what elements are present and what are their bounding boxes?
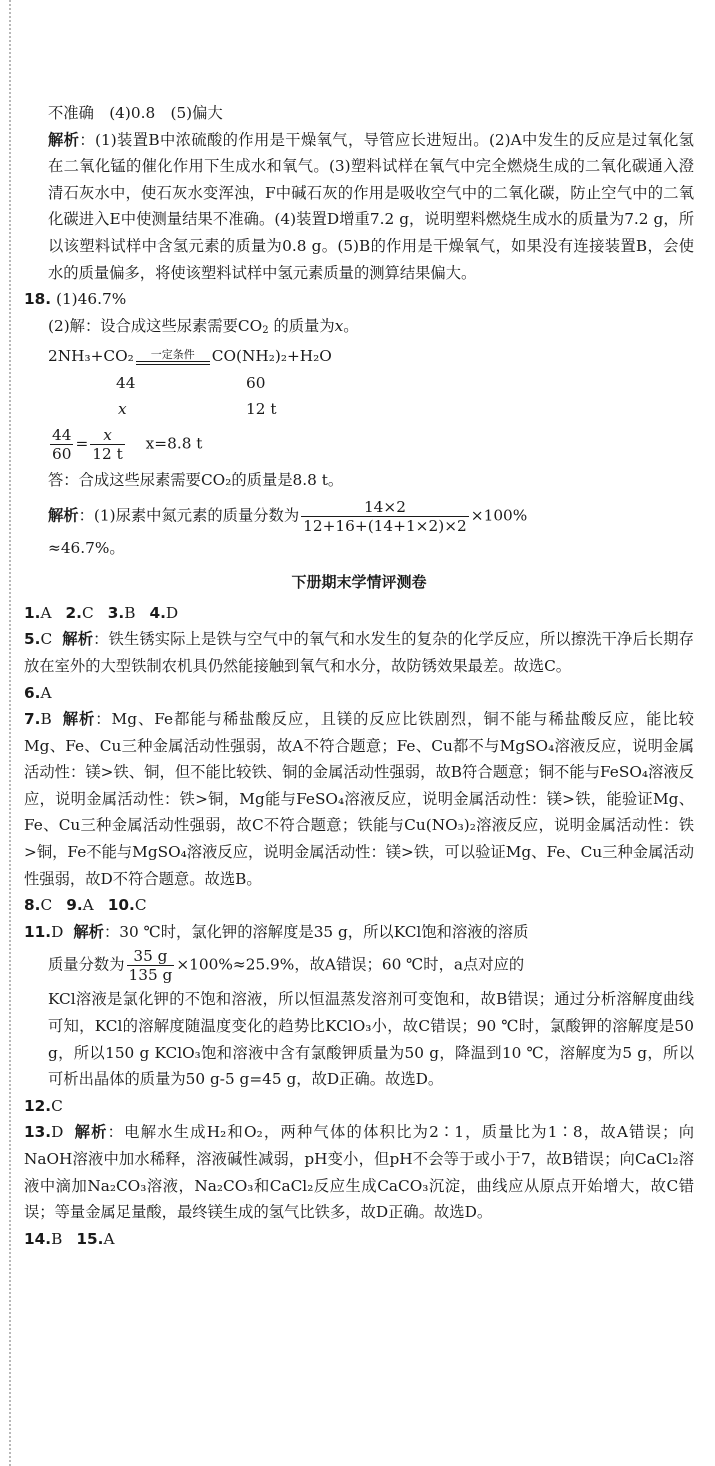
result: x=8.8 t: [145, 434, 203, 453]
page-content: [24, 100, 694, 1252]
answer-choice: C: [134, 896, 147, 915]
numerator: 44: [52, 425, 72, 444]
analysis-label: 解析: [48, 506, 79, 525]
molar-mass-row: [24, 370, 694, 396]
chemical-equation: [24, 343, 694, 370]
question-number: 18.: [24, 290, 52, 309]
question-number: 8.: [24, 896, 41, 915]
answer-choice: A: [82, 896, 94, 915]
answer-text: (2)解：设合成这些尿素需要CO: [48, 316, 263, 335]
q18-answer-2: [24, 313, 694, 340]
question-number: 6.: [24, 683, 41, 702]
answer-choice: C: [82, 603, 94, 622]
q13: [24, 1119, 694, 1225]
analysis-text: ：(1)装置B中浓硫酸的作用是干燥氧气，导管应长进短出。(2)A中发生的反应是过氧化氢在二氧化锰的催化作用下生成水和氧气。(3)塑料试样在氧气中完全燃烧生成的二氧化碳通入澄清石灰水中，使石灰水变浑浊，F中碱石灰的作用是吸收空气中的二氧化碳，防止空气中的二氧化碳进入E中使测量结果不准确。(4)装置D增重7.2 g，说明塑料燃烧生成水的质量为7.2 g，所以该塑料试样中含氢元素的质量为0.8 g。(5)B的作用是干燥氧气，如果没有连接装置B，会使水的质量偏多，将使该塑料试样中氢元素质量的测算结果偏大。: [48, 130, 694, 282]
q5: [24, 626, 694, 679]
analysis-label: 解析: [48, 130, 80, 149]
subscript: 2: [262, 324, 269, 336]
analysis-text: ：铁生锈实际上是铁与空气中的氧气和水发生的复杂的化学反应，所以擦洗干净后长期存放在室外的大型铁制农机具仍然能接触到氧气和水分，故防锈效果最差。故选C。: [24, 630, 694, 675]
q17-analysis: [24, 127, 694, 287]
question-number: 3.: [107, 603, 125, 622]
mass-co2: 44: [116, 373, 136, 392]
q11-line1: [24, 919, 694, 946]
question-number: 4.: [149, 603, 166, 622]
equals-sign: [136, 361, 210, 365]
reaction-condition: 一定条件: [150, 348, 195, 362]
analysis-label: 解析: [61, 710, 96, 729]
equals: =: [75, 434, 89, 453]
actual-mass-row: [24, 396, 694, 422]
answer-choice: A: [103, 1229, 115, 1248]
mass-urea: 60: [246, 373, 266, 392]
analysis-label: 解析: [73, 922, 104, 941]
answer-choice: B: [40, 710, 52, 729]
question-number: 2.: [65, 603, 82, 622]
analysis-text: ：(1)尿素中氮元素的质量分数为: [78, 506, 300, 525]
answer-text: (1)46.7%: [55, 290, 127, 309]
equation-reactants: 2NH₃+CO₂: [48, 347, 134, 366]
unknown-x: x: [118, 399, 127, 418]
denominator: 12 t: [92, 444, 123, 463]
q11-line2: [24, 947, 694, 984]
answer-choice: A: [40, 603, 52, 622]
q7: [24, 706, 694, 892]
question-number: 14.: [24, 1229, 52, 1248]
analysis-label: 解析: [62, 630, 94, 649]
fraction-x-12t: [90, 426, 124, 463]
urea-mass: 12 t: [246, 399, 277, 418]
answers-14-15: [24, 1226, 694, 1253]
answer-choice: A: [40, 683, 52, 702]
question-number: 12.: [24, 1096, 52, 1115]
denominator: 60: [52, 444, 72, 463]
analysis-text: ：电解水生成H₂和O₂，两种气体的体积比为2∶1，质量比为1∶8，故A错误；向NaOH溶液中加水稀释，溶液碱性减弱，pH变小，但pH不会等于或小于7，故B错误；向CaCl₂溶液中滴加Na₂CO₃溶液，Na₂CO₃和CaCl₂反应生成CaCO₃沉淀，曲线应从原点开始增大，故C错误；等量金属足量酸，最终镁生成的氢气比铁多，故D正确。故选D。: [24, 1123, 694, 1222]
answers-1-4: [24, 600, 694, 627]
question-number: 10.: [107, 896, 135, 915]
analysis-text: ：30 ℃时，氯化钾的溶解度是35 g，所以KCl饱和溶液的溶质: [103, 922, 529, 941]
answers-8-10: [24, 892, 694, 919]
variable: x: [334, 316, 344, 335]
question-number: 11.: [24, 922, 52, 941]
q18-analysis-result: ≈46.7%。: [48, 538, 125, 557]
denominator: 12+16+(14+1×2)×2: [303, 516, 467, 535]
answer-choice: C: [40, 896, 53, 915]
answer-choice: C: [51, 1096, 63, 1115]
question-number: 1.: [24, 603, 41, 622]
question-number: 5.: [24, 630, 41, 649]
q18-conclusion: 答：合成这些尿素需要CO₂的质量是8.8 t。: [48, 470, 344, 489]
proportion: [24, 426, 694, 463]
q11-rest: KCl溶液是氯化钾的不饱和溶液，所以恒温蒸发溶剂可变饱和，故B错误；通过分析溶解度曲线可知，KCl的溶解度随温度变化的趋势比KClO₃小，故C错误；90 ℃时，氯酸钾的溶解度是50 g，所以150 g KClO₃饱和溶液中含有氯酸钾质量为50 g，降温到10 ℃，溶解度为5 g，所以可析出晶体的质量为50 g-5 g=45 g，故D正确。故选D。: [48, 990, 694, 1089]
reaction-arrow: [136, 349, 210, 365]
analysis-text: ×100%: [470, 506, 528, 525]
numerator: x: [90, 426, 124, 445]
answer-choice: B: [124, 603, 136, 622]
analysis-text: ：Mg、Fe都能与稀盐酸反应，且镁的反应比铁剧烈，铜不能与稀盐酸反应，能比较Mg、Fe、Cu三种金属活动性强弱，故A不符合题意；Fe、Cu都不与MgSO₄溶液反应，说明金属活动性：镁>铁、铜，但不能比较铁、铜的金属活动性强弱，故B符合题意；铜不能与FeSO₄溶液反应，说明金属活动性：铁>铜，Mg能与FeSO₄溶液反应，说明金属活动性：镁>铁，能验证Mg、Fe、Cu三种金属活动性强弱，故C不符合题意；铁能与Cu(NO₃)₂溶液反应，说明金属活动性：铁>铜，Fe不能与MgSO₄溶液反应，说明金属活动性：镁>铁，可以验证Mg、Fe、Cu三种金属活动性强弱，故D不符合题意。故选B。: [24, 710, 694, 888]
analysis-label: 解析: [73, 1123, 108, 1142]
analysis-text: 质量分数为: [48, 955, 125, 974]
binding-dotted-line: [9, 0, 11, 1466]
section-title: 下册期末学情评测卷: [291, 573, 427, 592]
denominator: 135 g: [128, 966, 173, 985]
answer-text: 的质量为: [273, 316, 335, 335]
question-number: 15.: [76, 1229, 104, 1248]
answer-choice: D: [51, 922, 64, 941]
q12: [24, 1093, 694, 1120]
question-number: 9.: [66, 896, 83, 915]
answer-choice: B: [51, 1229, 63, 1248]
q6: [24, 680, 694, 707]
answer-choice: D: [51, 1123, 64, 1142]
fraction-44-60: [50, 426, 73, 463]
numerator: 14×2: [301, 498, 469, 517]
solubility-fraction: [127, 947, 175, 984]
q18-answer-1: [24, 286, 694, 313]
question-number: 13.: [24, 1123, 52, 1142]
answer-choice: D: [165, 603, 179, 622]
analysis-text: ×100%≈25.9%，故A错误；60 ℃时，a点对应的: [176, 955, 525, 974]
question-number: 7.: [24, 710, 41, 729]
numerator: 35 g: [127, 947, 175, 966]
q17-tail-answer: 不准确 (4)0.8 (5)偏大: [48, 104, 223, 122]
q18-analysis: [24, 498, 694, 535]
equation-products: CO(NH₂)₂+H₂O: [211, 347, 332, 366]
mass-fraction: [301, 498, 469, 535]
punctuation: 。: [343, 316, 359, 335]
answer-choice: C: [40, 630, 53, 649]
